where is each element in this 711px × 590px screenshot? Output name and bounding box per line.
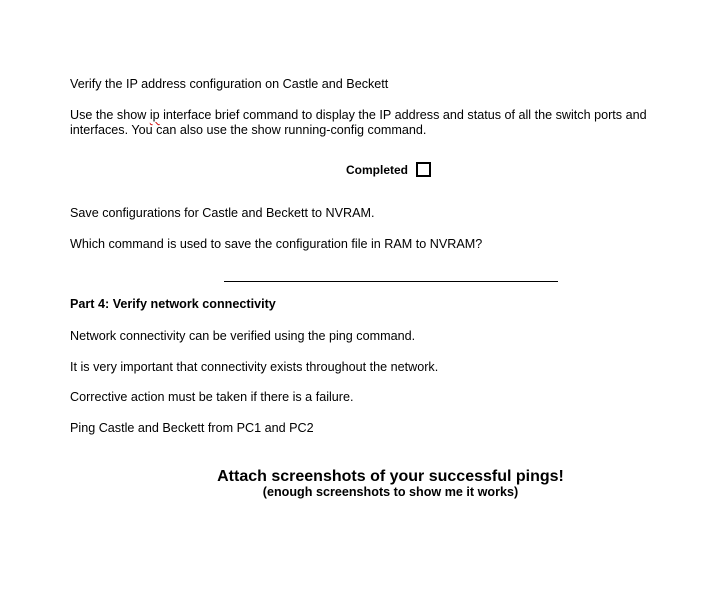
part4-line-corrective-action: Corrective action must be taken if there is a failure.: [70, 390, 354, 404]
part4-line-ping-command: Network connectivity can be verified using the ping command.: [70, 329, 416, 343]
spellcheck-word-ip: ip: [149, 108, 160, 122]
part4-heading: Part 4: Verify network connectivity: [70, 297, 276, 311]
attach-screenshots-subtitle: (enough screenshots to show me it works): [262, 485, 519, 499]
completed-checkbox[interactable]: [416, 162, 431, 177]
verify-ip-instruction: [70, 108, 700, 138]
part4-line-ping-targets: Ping Castle and Beckett from PC1 and PC2: [70, 421, 314, 435]
instruction-text-end: interface brief command to display the IP address and status of all the switch ports and interfaces. You can also use the show running-config command.: [70, 108, 647, 137]
completed-row: [346, 162, 431, 177]
save-config-question: Which command is used to save the configuration file in RAM to NVRAM?: [70, 237, 483, 251]
verify-ip-title: Verify the IP address configuration on Castle and Beckett: [70, 77, 389, 91]
completed-label: Completed: [346, 162, 409, 177]
part4-line-importance: It is very important that connectivity exists throughout the network.: [70, 360, 439, 374]
instruction-text-start: Use the show: [70, 108, 150, 122]
answer-blank-line[interactable]: [224, 281, 558, 282]
save-config-instruction: Save configurations for Castle and Beckett to NVRAM.: [70, 206, 375, 220]
attach-screenshots-title: Attach screenshots of your successful pings!: [217, 468, 564, 485]
